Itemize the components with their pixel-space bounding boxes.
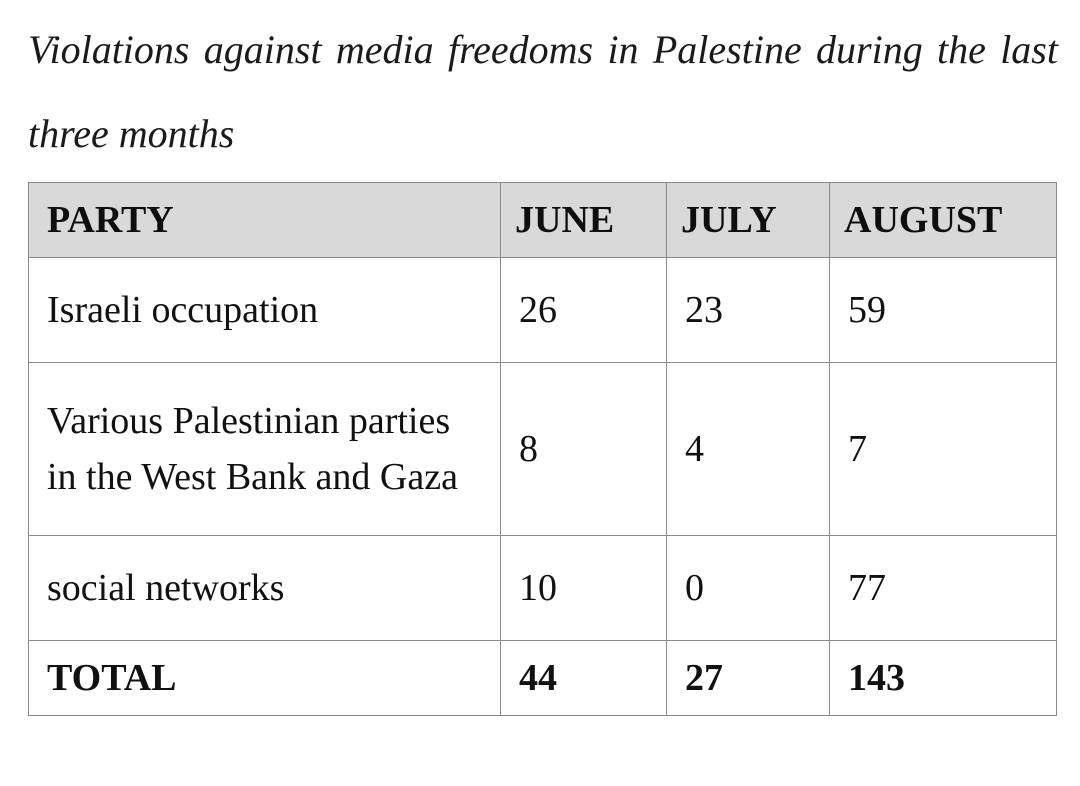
party-cell: Various Palestinian parties in the West Bank and Gaza xyxy=(29,363,501,536)
june-cell: 8 xyxy=(501,363,667,536)
july-cell: 4 xyxy=(667,363,830,536)
party-cell: social networks xyxy=(29,536,501,641)
june-cell: 26 xyxy=(501,258,667,363)
august-cell: 77 xyxy=(830,536,1057,641)
header-party: PARTY xyxy=(29,183,501,258)
total-june: 44 xyxy=(501,641,667,716)
june-cell: 10 xyxy=(501,536,667,641)
august-cell: 7 xyxy=(830,363,1057,536)
total-label: TOTAL xyxy=(29,641,501,716)
table-row xyxy=(29,536,1057,641)
total-july: 27 xyxy=(667,641,830,716)
table-row xyxy=(29,258,1057,363)
header-row xyxy=(29,183,1057,258)
header-august: AUGUST xyxy=(830,183,1057,258)
august-cell: 59 xyxy=(830,258,1057,363)
table-row xyxy=(29,363,1057,536)
july-cell: 23 xyxy=(667,258,830,363)
header-july: JULY xyxy=(667,183,830,258)
july-cell: 0 xyxy=(667,536,830,641)
table-caption: Violations against media freedoms in Palestine during the last three months xyxy=(28,27,1058,156)
total-row xyxy=(29,641,1057,716)
total-august: 143 xyxy=(830,641,1057,716)
party-cell: Israeli occupation xyxy=(29,258,501,363)
header-june: JUNE xyxy=(501,183,667,258)
violations-table xyxy=(28,182,1057,716)
